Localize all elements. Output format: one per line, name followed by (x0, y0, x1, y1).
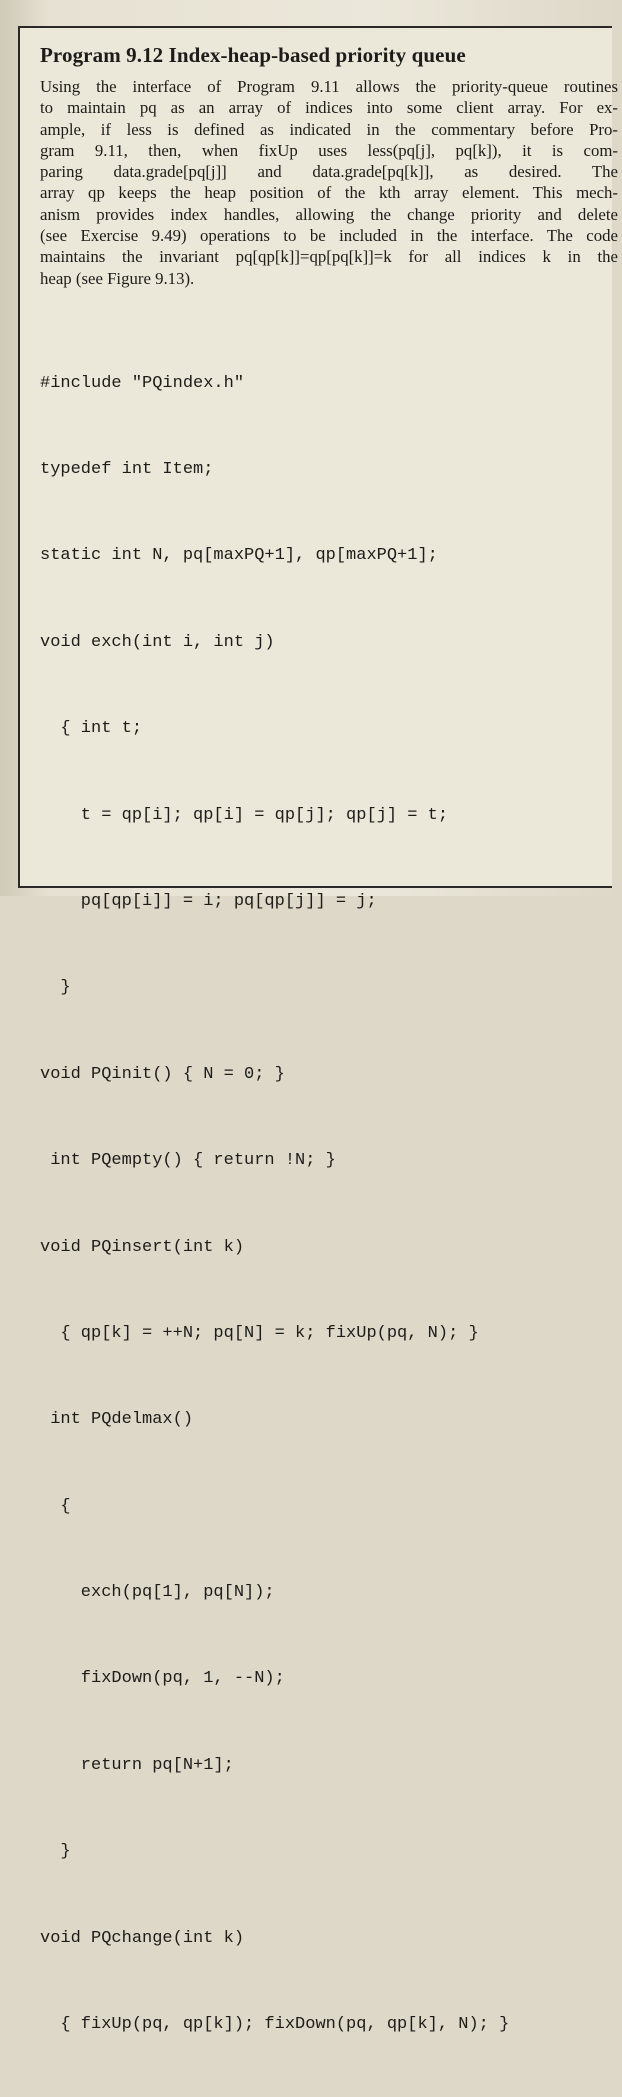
code-line: void PQinit() { N = 0; } (40, 1064, 285, 1084)
program-description (40, 76, 618, 289)
code-line: void exch(int i, int j) (40, 632, 275, 652)
code-line: t = qp[i]; qp[i] = qp[j]; qp[j] = t; (40, 805, 449, 825)
code-listing (40, 312, 600, 2097)
description-line: array qp keeps the heap position of the kth array element. This mech- (40, 183, 618, 203)
description-line: gram 9.11, then, when fixUp uses less(pq[j], pq[k]), it is com- (40, 140, 618, 160)
code-line: { qp[k] = ++N; pq[N] = k; fixUp(pq, N); } (40, 1323, 479, 1343)
code-line: { (40, 1496, 71, 1516)
description-line: ample, if less is defined as indicated in the commentary before Pro- (40, 119, 618, 139)
code-line: void PQchange(int k) (40, 1928, 245, 1948)
description-line: maintains the invariant pq[qp[k]]=qp[pq[k]]=k for all indices k in the (40, 247, 618, 267)
code-line: #include "PQindex.h" (40, 373, 245, 393)
code-line: int PQempty() { return !N; } (40, 1151, 336, 1171)
code-line: int PQdelmax() (40, 1410, 194, 1430)
code-line: } (40, 978, 71, 998)
description-line: Using the interface of Program 9.11 allows the priority-queue routines (40, 77, 618, 96)
description-line: (see Exercise 9.49) operations to be included in the interface. The code (40, 226, 618, 246)
program-box (18, 26, 618, 2035)
code-line: static int N, pq[maxPQ+1], qp[maxPQ+1]; (40, 546, 438, 566)
code-line: pq[qp[i]] = i; pq[qp[j]] = j; (40, 891, 377, 911)
code-line: { fixUp(pq, qp[k]); fixDown(pq, qp[k], N); } (40, 2015, 510, 2035)
description-line: paring data.grade[pq[j]] and data.grade[pq[k]], as desired. The (40, 162, 618, 182)
code-line: exch(pq[1], pq[N]); (40, 1583, 275, 1603)
description-line: heap (see Figure 9.13). (40, 268, 195, 288)
description-line: to maintain pq as an array of indices into some client array. For ex- (40, 98, 618, 118)
code-line: } (40, 1842, 71, 1862)
description-line: anism provides index handles, allowing the change priority and delete (40, 204, 618, 224)
program-title: Program 9.12 Index-heap-based priority queue (40, 43, 466, 67)
code-line: return pq[N+1]; (40, 1755, 234, 1775)
code-line: typedef int Item; (40, 459, 214, 479)
code-line: fixDown(pq, 1, --N); (40, 1669, 285, 1689)
code-line: { int t; (40, 719, 143, 739)
code-line: void PQinsert(int k) (40, 1237, 245, 1257)
